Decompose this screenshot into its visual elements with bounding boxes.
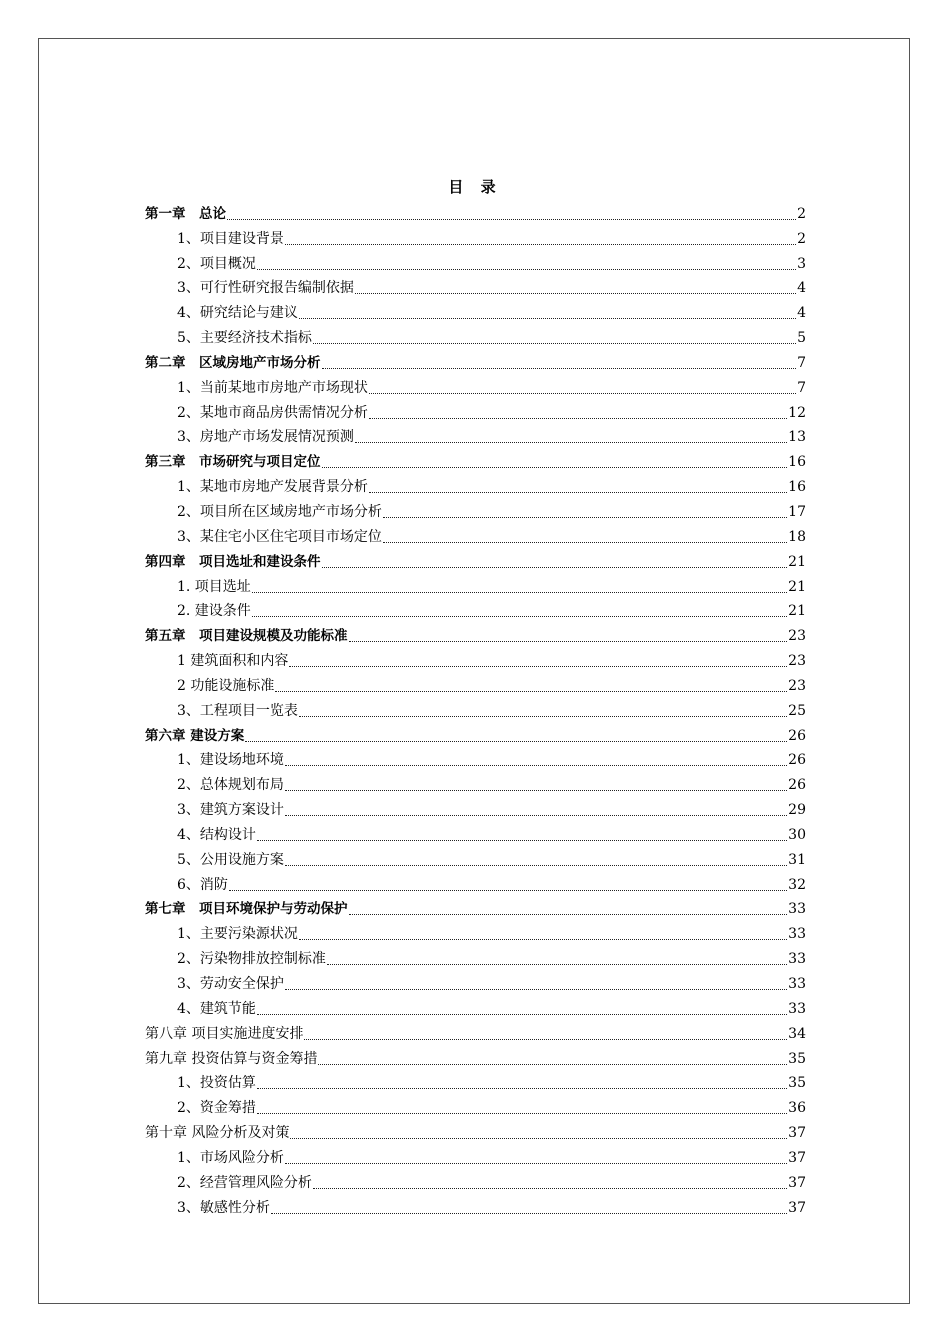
toc-page-number: 33 <box>788 901 806 918</box>
toc-section-entry[interactable] <box>145 571 806 596</box>
toc-entry-label: 6、消防 <box>177 876 228 893</box>
toc-page-number: 36 <box>788 1100 806 1117</box>
toc-dot-leader <box>322 466 788 468</box>
toc-chapter-entry[interactable] <box>145 720 806 745</box>
toc-section-entry[interactable] <box>145 993 806 1018</box>
toc-entry-label: 3、建筑方案设计 <box>177 802 284 819</box>
toc-dot-leader <box>245 740 787 742</box>
toc-entry-label: 2、污染物排放控制标准 <box>177 951 326 968</box>
toc-page-number: 37 <box>788 1125 806 1142</box>
toc-section-entry[interactable] <box>145 422 806 447</box>
toc-page-number: 5 <box>797 330 806 347</box>
toc-dot-leader <box>252 615 787 617</box>
toc-page-number: 17 <box>788 503 806 520</box>
toc-entry-label: 第六章 建设方案 <box>145 727 245 744</box>
toc-entry-label: 3、可行性研究报告编制依据 <box>177 280 354 297</box>
toc-entry-label: 1、市场风险分析 <box>177 1149 284 1166</box>
toc-dot-leader <box>383 541 787 543</box>
toc-section-entry[interactable] <box>145 248 806 273</box>
toc-entry-label: 第九章 投资估算与资金筹措 <box>145 1050 318 1067</box>
toc-page-number: 31 <box>788 851 806 868</box>
toc-dot-leader <box>369 491 787 493</box>
toc-entry-label: 3、工程项目一览表 <box>177 702 298 719</box>
toc-section-entry[interactable] <box>145 223 806 248</box>
toc-page-number: 37 <box>788 1149 806 1166</box>
toc-dot-leader <box>257 1112 787 1114</box>
toc-entry-label: 1、投资估算 <box>177 1075 256 1092</box>
toc-section-entry[interactable] <box>145 596 806 621</box>
toc-entry-label: 3、敏感性分析 <box>177 1199 270 1216</box>
toc-entry-label: 2. 建设条件 <box>177 603 251 620</box>
toc-page-number: 37 <box>788 1174 806 1191</box>
toc-dot-leader <box>229 889 787 891</box>
toc-dot-leader <box>285 814 787 816</box>
toc-page-number: 23 <box>788 677 806 694</box>
toc-entry-label: 1. 项目选址 <box>177 578 251 595</box>
toc-page-number: 34 <box>788 1025 806 1042</box>
toc-section-entry[interactable] <box>145 968 806 993</box>
toc-entry-label: 3、劳动安全保护 <box>177 976 284 992</box>
toc-section-entry[interactable] <box>145 322 806 347</box>
toc-entry-label: 第八章 项目实施进度安排 <box>145 1025 304 1042</box>
toc-section-entry[interactable] <box>145 769 806 794</box>
toc-section-entry[interactable] <box>145 645 806 670</box>
toc-page-number: 33 <box>788 926 806 943</box>
toc-entry-label: 第五章 项目建设规模及功能标准 <box>145 628 348 645</box>
toc-dot-leader <box>383 516 787 518</box>
toc-chapter-entry[interactable] <box>145 620 806 645</box>
toc-section-entry[interactable] <box>145 273 806 298</box>
toc-dot-leader <box>285 764 787 766</box>
toc-dot-leader <box>322 566 788 568</box>
toc-page-number: 23 <box>788 653 806 670</box>
toc-dot-leader <box>271 1212 787 1214</box>
toc-page-number: 35 <box>788 1050 806 1067</box>
toc-section-entry[interactable] <box>145 1092 806 1117</box>
toc-dot-leader <box>327 963 787 965</box>
toc-chapter-entry[interactable] <box>145 198 806 223</box>
toc-dot-leader <box>369 392 796 394</box>
toc-page-number: 18 <box>788 528 806 545</box>
toc-dot-leader <box>299 938 787 940</box>
toc-page-number: 33 <box>788 976 806 992</box>
toc-section-entry[interactable] <box>145 869 806 894</box>
toc-entry-label: 第七章 项目环境保护与劳动保护 <box>145 901 348 918</box>
toc-chapter-entry[interactable] <box>145 347 806 372</box>
toc-dot-leader <box>257 839 787 841</box>
toc-entry-label: 1、项目建设背景 <box>177 230 284 247</box>
toc-page-number: 16 <box>788 479 806 496</box>
toc-dot-leader <box>304 1038 787 1040</box>
toc-entry-label: 4、建筑节能 <box>177 1000 256 1017</box>
toc-entry-label: 1、主要污染源状况 <box>177 926 298 943</box>
toc-section-entry[interactable] <box>145 1192 806 1217</box>
toc-dot-leader <box>322 367 797 369</box>
toc-entry-label: 2、某地市商品房供需情况分析 <box>177 404 368 421</box>
toc-chapter-entry[interactable] <box>145 1043 806 1068</box>
toc-section-entry[interactable] <box>145 521 806 546</box>
toc-title: 目 录 <box>448 178 502 196</box>
toc-dot-leader <box>349 913 788 915</box>
toc-section-entry[interactable] <box>145 471 806 496</box>
toc-entry-label: 3、某住宅小区住宅项目市场定位 <box>177 528 382 545</box>
toc-entry-label: 5、主要经济技术指标 <box>177 330 312 347</box>
toc-page-number: 21 <box>788 603 806 620</box>
toc-page-number: 13 <box>788 429 806 446</box>
toc-entry-label: 1、建设场地环境 <box>177 752 284 769</box>
toc-section-entry[interactable] <box>145 297 806 322</box>
toc-dot-leader <box>257 1013 787 1015</box>
toc-section-entry[interactable] <box>145 918 806 943</box>
toc-entry-label: 3、房地产市场发展情况预测 <box>177 429 354 446</box>
toc-page-number: 32 <box>788 876 806 893</box>
toc-entry-label: 2、经营管理风险分析 <box>177 1174 312 1191</box>
toc-page-number: 25 <box>788 702 806 719</box>
toc-section-entry[interactable] <box>145 670 806 695</box>
toc-entry-label: 1、某地市房地产发展背景分析 <box>177 479 368 496</box>
toc-section-entry[interactable] <box>145 372 806 397</box>
toc-page-number: 3 <box>797 255 806 272</box>
toc-chapter-entry[interactable] <box>145 1117 806 1142</box>
toc-section-entry[interactable] <box>145 1167 806 1192</box>
toc-page-number: 33 <box>788 951 806 968</box>
toc-section-entry[interactable] <box>145 1142 806 1167</box>
toc-dot-leader <box>285 864 787 866</box>
toc-page-number: 29 <box>788 802 806 819</box>
toc-dot-leader <box>355 441 787 443</box>
toc-section-entry[interactable] <box>145 1068 806 1093</box>
toc-entry-label: 第二章 区域房地产市场分析 <box>145 354 321 371</box>
toc-entry-label: 1、当前某地市房地产市场现状 <box>177 379 368 396</box>
toc-chapter-entry[interactable] <box>145 446 806 471</box>
toc-entry-label: 2、资金筹措 <box>177 1100 256 1117</box>
toc-entry-label: 1 建筑面积和内容 <box>177 653 289 670</box>
toc-page-number: 26 <box>788 752 806 769</box>
toc-page-number: 21 <box>788 553 806 570</box>
toc-page-number: 26 <box>788 777 806 794</box>
toc-dot-leader <box>318 1063 787 1065</box>
toc-entry-label: 第四章 项目选址和建设条件 <box>145 553 321 570</box>
toc-entry-label: 2、总体规划布局 <box>177 777 284 794</box>
toc-page-number: 7 <box>797 379 806 396</box>
toc-dot-leader <box>257 1087 787 1089</box>
toc-entry-label: 第三章 市场研究与项目定位 <box>145 454 321 471</box>
toc-dot-leader <box>349 640 788 642</box>
toc-dot-leader <box>257 268 796 270</box>
toc-page-number: 4 <box>797 280 806 297</box>
toc-dot-leader <box>275 690 787 692</box>
toc-page-number: 35 <box>788 1075 806 1092</box>
toc-entry-label: 2、项目所在区域房地产市场分析 <box>177 503 382 520</box>
toc-section-entry[interactable] <box>145 695 806 720</box>
toc-chapter-entry[interactable] <box>145 1018 806 1043</box>
toc-page-number: 2 <box>797 230 806 247</box>
toc-page-number: 30 <box>788 826 806 843</box>
toc-dot-leader <box>227 218 796 220</box>
toc-page-number: 21 <box>788 578 806 595</box>
toc-dot-leader <box>285 789 787 791</box>
toc-section-entry[interactable] <box>145 819 806 844</box>
toc-dot-leader <box>313 342 796 344</box>
toc-entry-label: 2、项目概况 <box>177 255 256 272</box>
toc-entry-label: 5、公用设施方案 <box>177 851 284 868</box>
toc-section-entry[interactable] <box>145 844 806 869</box>
toc-list <box>145 198 806 1217</box>
toc-entry-label: 第十章 风险分析及对策 <box>145 1125 290 1142</box>
toc-page-number: 33 <box>788 1000 806 1017</box>
toc-page-number: 4 <box>797 305 806 322</box>
toc-dot-leader <box>285 243 796 245</box>
toc-section-entry[interactable] <box>145 794 806 819</box>
toc-section-entry[interactable] <box>145 496 806 521</box>
toc-page-number: 23 <box>788 628 806 645</box>
toc-dot-leader <box>285 988 787 990</box>
toc-dot-leader <box>299 715 787 717</box>
toc-dot-leader <box>313 1187 787 1189</box>
toc-dot-leader <box>289 665 787 667</box>
toc-entry-label: 2 功能设施标准 <box>177 677 275 694</box>
toc-page-number: 37 <box>788 1199 806 1216</box>
toc-dot-leader <box>299 317 796 319</box>
toc-entry-label: 第一章 总论 <box>145 205 226 222</box>
toc-page-number: 12 <box>788 404 806 421</box>
toc-page-number: 2 <box>797 205 806 222</box>
toc-section-entry[interactable] <box>145 397 806 422</box>
toc-dot-leader <box>290 1137 787 1139</box>
toc-dot-leader <box>252 591 787 593</box>
toc-page-number: 16 <box>788 454 806 471</box>
toc-section-entry[interactable] <box>145 943 806 968</box>
toc-dot-leader <box>369 417 787 419</box>
toc-page-number: 7 <box>797 354 806 371</box>
toc-dot-leader <box>355 292 796 294</box>
toc-dot-leader <box>285 1162 787 1164</box>
toc-page-number: 26 <box>788 727 806 744</box>
toc-chapter-entry[interactable] <box>145 546 806 571</box>
toc-entry-label: 4、结构设计 <box>177 826 256 843</box>
toc-section-entry[interactable] <box>145 745 806 770</box>
toc-chapter-entry[interactable] <box>145 894 806 919</box>
toc-entry-label: 4、研究结论与建议 <box>177 305 298 322</box>
